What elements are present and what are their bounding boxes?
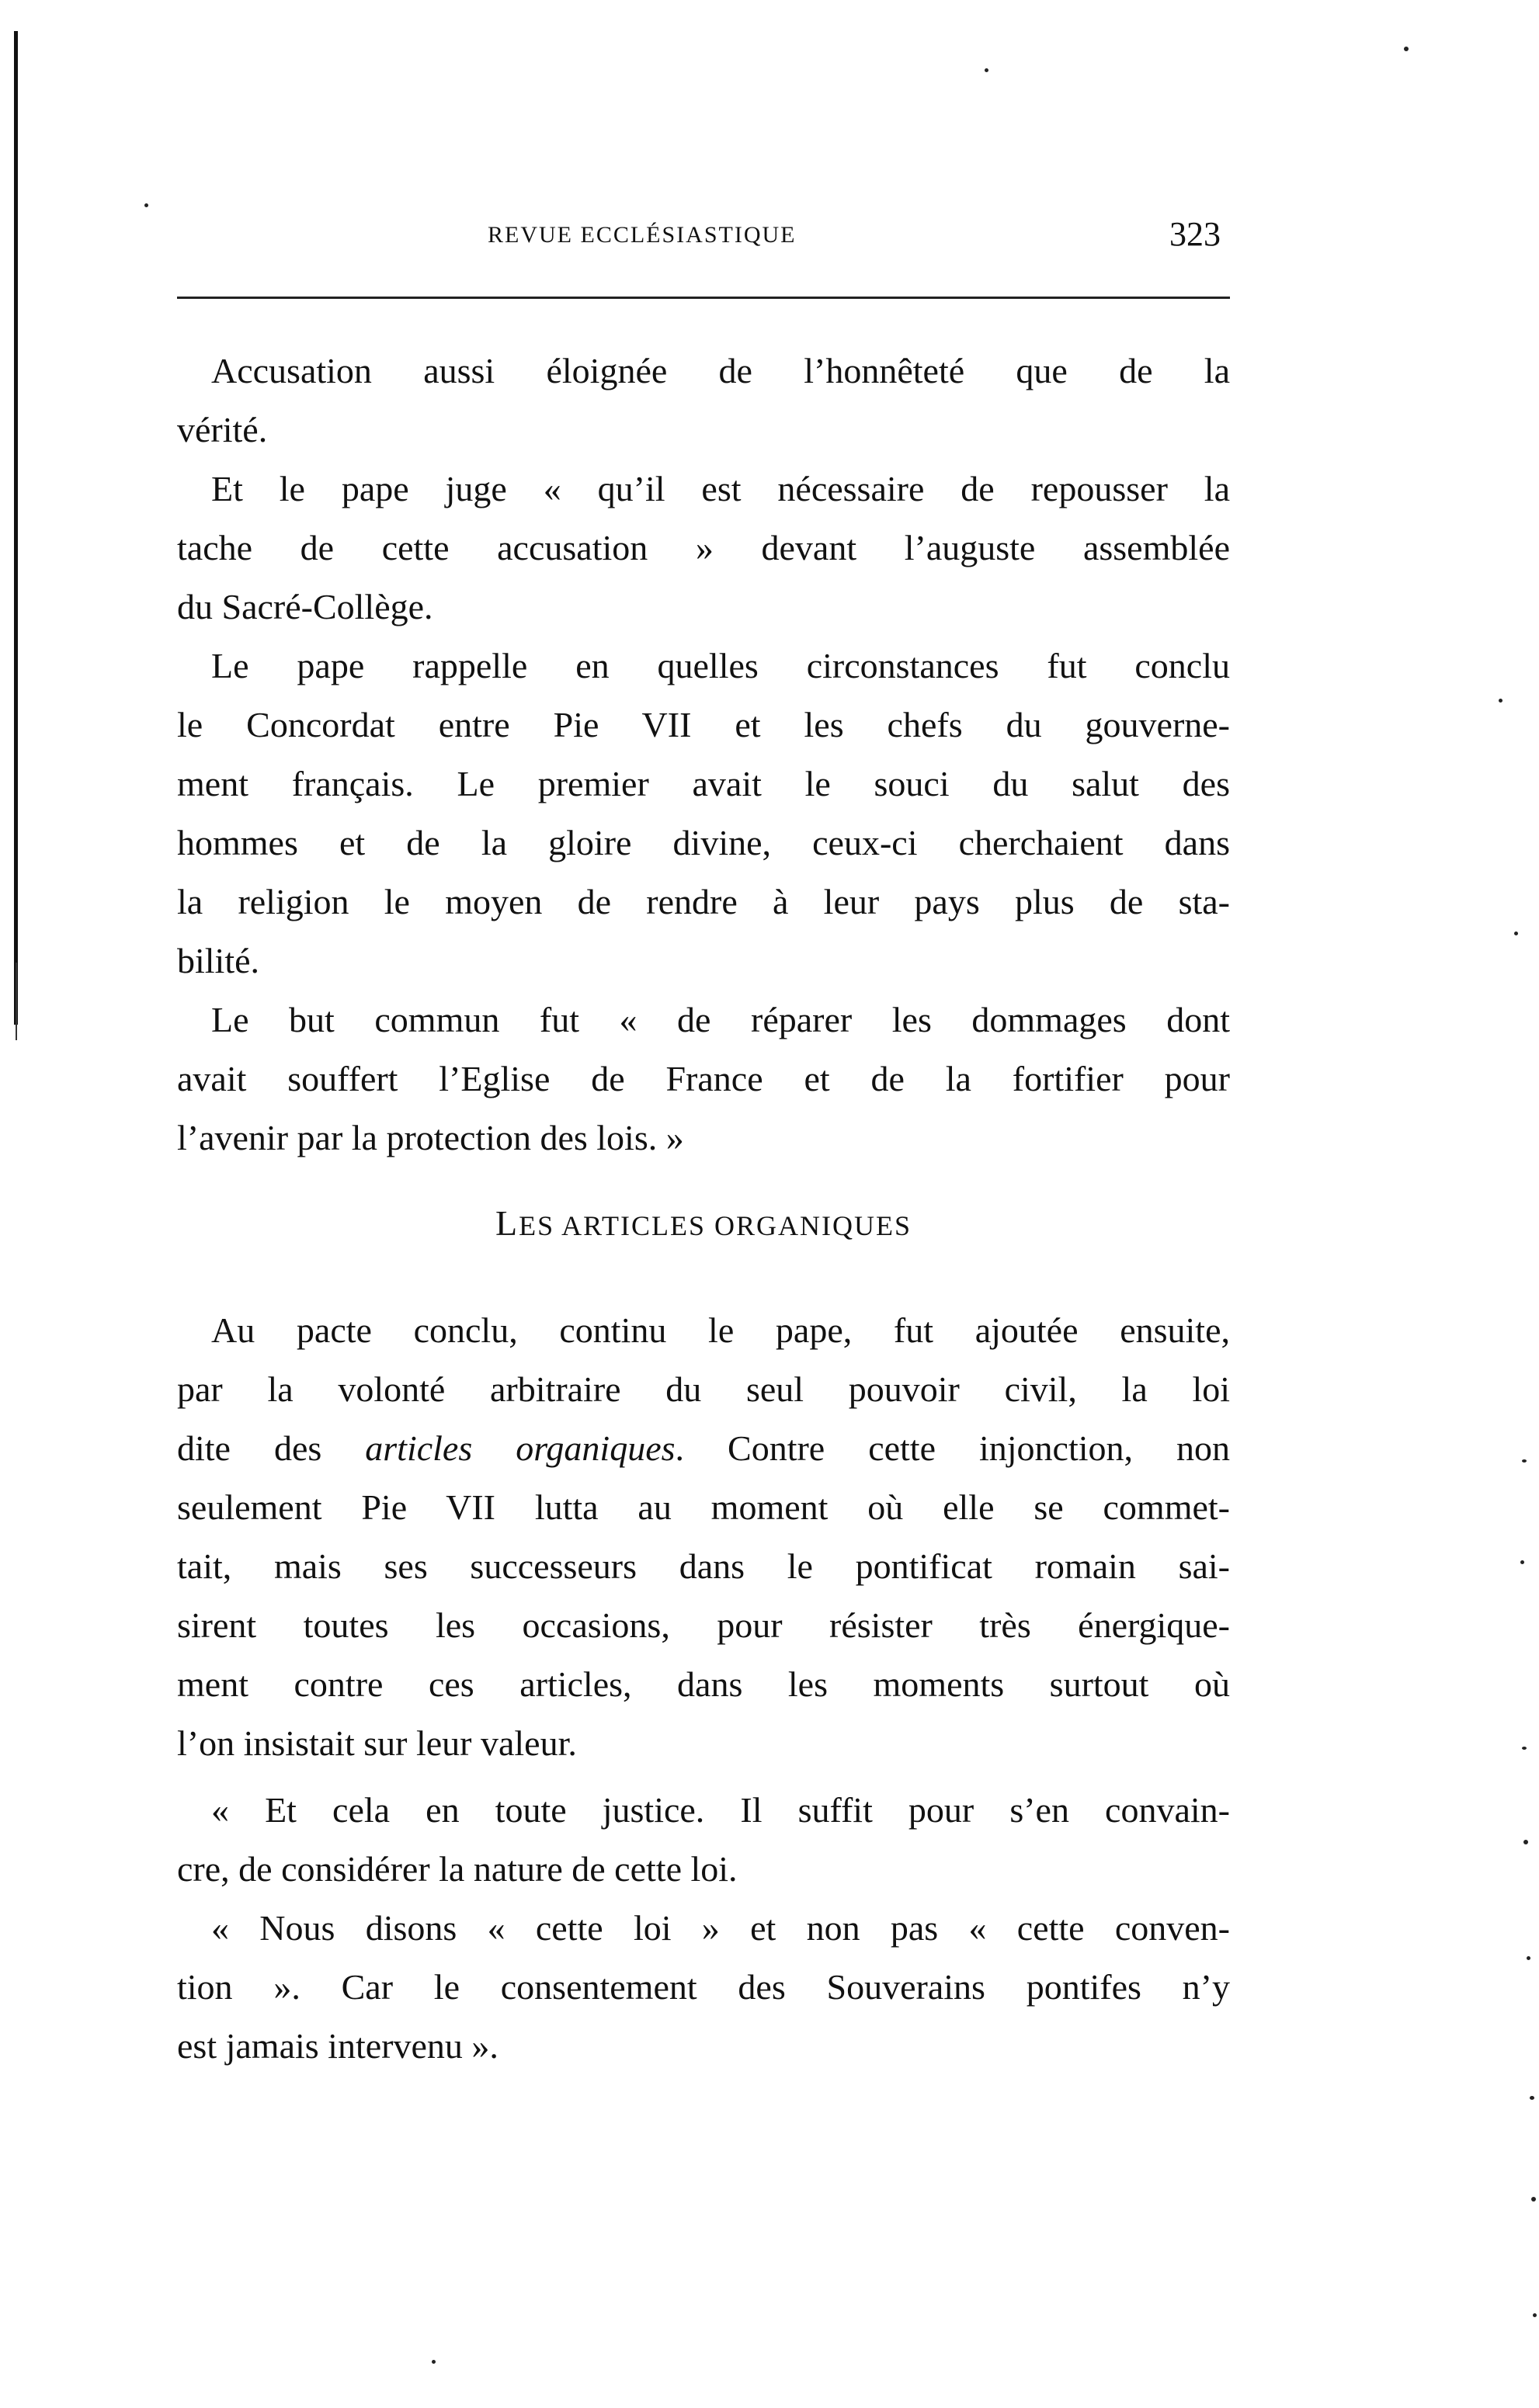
text-line: du Sacré-Collège. <box>177 587 433 626</box>
scan-speck <box>1404 47 1409 51</box>
scan-speck <box>1522 1459 1527 1462</box>
text-line: tait, mais ses successeurs dans le pontificat romain sai- <box>177 1546 1230 1586</box>
scan-speck <box>1499 699 1503 703</box>
text-line: tache de cette accusation » devant l’auguste assemblée <box>177 528 1230 567</box>
text-line: Au pacte conclu, continu le pape, fut ajoutée ensuite, <box>211 1310 1230 1350</box>
page-header <box>177 217 1230 264</box>
text-line: tion ». Car le consentement des Souverains pontifes n’y <box>177 1967 1230 2007</box>
text-line: Accusation aussi éloignée de l’honnêteté que de la <box>211 351 1230 390</box>
text-line: Et le pape juge « qu’il est nécessaire de repousser la <box>211 469 1230 508</box>
text-line: ment contre ces articles, dans les moments surtout où <box>177 1664 1230 1704</box>
text-line: ment français. Le premier avait le souci du salut des <box>177 764 1230 803</box>
text-line: par la volonté arbitraire du seul pouvoir civil, la loi <box>177 1369 1230 1409</box>
text-line: est jamais intervenu ». <box>177 2026 499 2066</box>
paragraph <box>177 1899 1230 2076</box>
paragraph-gap <box>177 1773 1230 1781</box>
text-line: bilité. <box>177 941 260 980</box>
text-line: l’on insistait sur leur valeur. <box>177 1723 577 1763</box>
scan-speck <box>432 2360 436 2364</box>
scan-speck <box>1531 2197 1536 2202</box>
scan-speck <box>1522 1747 1527 1750</box>
section-heading <box>177 1194 1230 1253</box>
text-fragment: dite des <box>177 1428 366 1468</box>
paragraph <box>177 342 1230 460</box>
text-line: seulement Pie VII lutta au moment où elle se commet- <box>177 1487 1230 1527</box>
text-line: la religion le moyen de rendre à leur pays plus de sta- <box>177 882 1230 921</box>
scan-binding-edge-thin <box>16 963 17 1040</box>
text-line: hommes et de la gloire divine, ceux-ci cherchaient dans <box>177 823 1230 862</box>
text-line: « Et cela en toute justice. Il suffit pour s’en convain- <box>211 1790 1230 1830</box>
page-number: 323 <box>1169 215 1221 253</box>
text-line: l’avenir par la protection des lois. » <box>177 1118 684 1157</box>
scan-speck <box>1514 932 1518 935</box>
text-line: Le but commun fut « de réparer les dommages dont <box>211 1000 1230 1039</box>
scan-speck <box>1533 2313 1537 2317</box>
paragraph <box>177 637 1230 991</box>
italic-term: articles organiques <box>365 1428 676 1468</box>
section-heading-initial: L <box>495 1203 519 1243</box>
section-heading-rest: ES ARTICLES ORGANIQUES <box>519 1210 912 1241</box>
text-line: Le pape rappelle en quelles circonstances fut conclu <box>211 646 1230 685</box>
scan-speck <box>1530 2096 1534 2100</box>
body-text <box>177 342 1230 2076</box>
text-line: « Nous disons « cette loi » et non pas « cette conven- <box>211 1908 1230 1948</box>
scan-speck <box>1523 1840 1528 1844</box>
scan-speck <box>144 203 148 207</box>
text-line <box>177 1419 1230 1478</box>
text-line: sirent toutes les occasions, pour résister très énergique- <box>177 1605 1230 1645</box>
scan-speck <box>1527 1956 1530 1960</box>
running-head: REVUE ECCLÉSIASTIQUE <box>488 222 797 248</box>
text-line: avait souffert l’Eglise de France et de la fortifier pour <box>177 1059 1230 1098</box>
header-rule <box>177 297 1230 299</box>
paragraph <box>177 991 1230 1168</box>
scan-binding-edge <box>14 31 18 1025</box>
text-line: vérité. <box>177 410 268 449</box>
text-line: cre, de considérer la nature de cette loi. <box>177 1849 738 1889</box>
paragraph <box>177 1781 1230 1899</box>
paragraph <box>177 1301 1230 1773</box>
paragraph <box>177 460 1230 637</box>
scan-speck <box>1520 1560 1524 1564</box>
scan-speck <box>985 68 988 72</box>
text-line: le Concordat entre Pie VII et les chefs du gouverne- <box>177 705 1230 744</box>
text-fragment: . Contre cette injonction, non <box>675 1428 1231 1468</box>
